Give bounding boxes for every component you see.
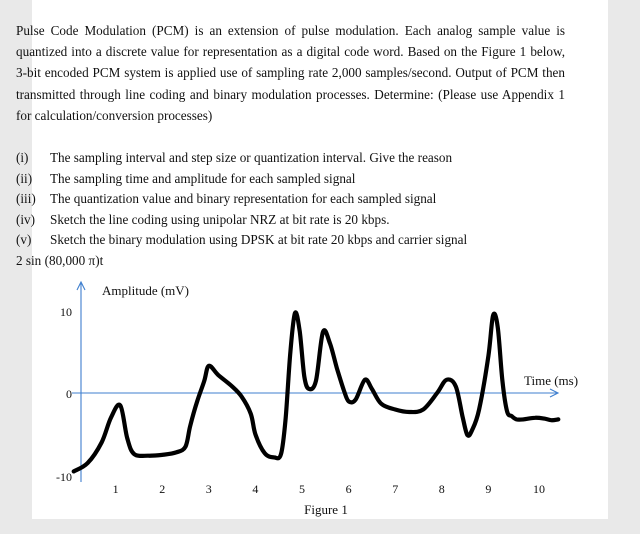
- question-intro: Pulse Code Modulation (PCM) is an extension of pulse modulation. Each analog sample value is quantized into a discrete value for representation as a digital code word. Based on the Figure 1 below, 3-bit encoded PCM system is applied use of sampling rate 2,000 samples/second. Output of PCM then transmitted through line coding and binary modulation processes. Determine: (Please use Appendix 1 for calculation/conversion processes): [16, 23, 565, 123]
- x-tick-label: 2: [159, 482, 166, 496]
- item-text: The quantization value and binary representation for each sampled signal: [50, 191, 437, 207]
- y-tick-label: 0: [66, 387, 72, 401]
- item-number: (ii): [16, 170, 33, 186]
- x-tick-label: 7: [392, 482, 399, 496]
- item-text: Sketch the binary modulation using DPSK at bit rate 20 kbps and carrier signal: [50, 232, 468, 248]
- x-tick-label: 4: [252, 482, 259, 496]
- signal-series: [74, 312, 559, 471]
- item-continuation: 2 sin (80,000 π)t: [16, 252, 104, 268]
- figure-caption: Figure 1: [304, 502, 348, 517]
- x-tick-label: 8: [438, 482, 445, 496]
- item-number: (v): [16, 232, 32, 248]
- x-tick-label: 9: [485, 482, 492, 496]
- y-tick-labels: [56, 305, 72, 484]
- item-number: (i): [16, 150, 29, 165]
- item-text: The sampling time and amplitude for each sampled signal: [50, 170, 356, 186]
- y-tick-label: -10: [56, 470, 72, 484]
- signal-line: [74, 312, 559, 471]
- x-tick-label: 5: [299, 482, 305, 496]
- item-text: Sketch the line coding using unipolar NRZ at bit rate is 20 kbps.: [50, 211, 390, 227]
- x-axis-label: Time (ms): [524, 373, 579, 388]
- x-tick-label: 10: [533, 482, 545, 496]
- item-text: The sampling interval and step size or quantization interval. Give the reason: [50, 150, 453, 165]
- x-tick-labels: [113, 482, 545, 496]
- item-number: (iii): [16, 191, 36, 207]
- y-axis-label: Amplitude (mV): [102, 283, 190, 298]
- x-tick-label: 6: [345, 482, 352, 496]
- y-tick-label: 10: [60, 305, 72, 319]
- x-tick-label: 3: [205, 482, 212, 496]
- x-tick-label: 1: [112, 482, 119, 496]
- item-number: (iv): [16, 211, 36, 227]
